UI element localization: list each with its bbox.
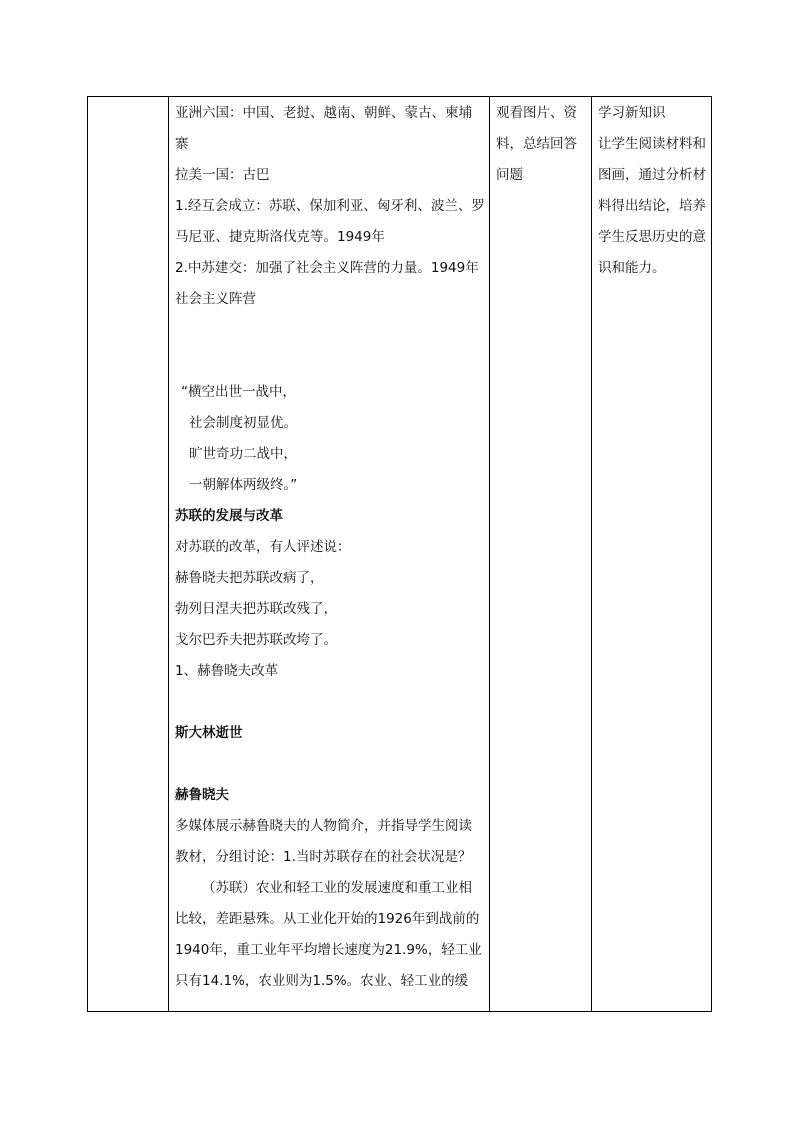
comment-intro: 对苏联的改革，有人评述说： bbox=[175, 539, 351, 555]
spacer bbox=[175, 687, 485, 718]
section-khrushchev-reform: 1、赫鲁晓夫改革 bbox=[175, 663, 279, 679]
section-column-cell bbox=[88, 97, 169, 1012]
poem-line: 一朝解体两级终。” bbox=[189, 477, 298, 493]
heading-soviet-reform: 苏联的发展与改革 bbox=[175, 508, 283, 524]
comment-line: 戈尔巴乔夫把苏联改垮了。 bbox=[175, 632, 337, 648]
teaching-content-cell bbox=[169, 97, 490, 1012]
heading-stalin-death: 斯大林逝世 bbox=[175, 725, 243, 741]
poem bbox=[175, 377, 485, 501]
latin-america-socialist-country: 拉美一国：古巴 bbox=[175, 167, 270, 183]
student-activity-text: 观看图片、资料，总结回答问题 bbox=[496, 105, 577, 183]
design-intent-cell bbox=[592, 97, 712, 1012]
design-intent-title: 学习新知识 bbox=[598, 105, 666, 121]
sino-soviet-relations-item: 2.中苏建交：加强了社会主义阵营的力量。1949年社会主义阵营 bbox=[175, 260, 479, 307]
comment-line: 赫鲁晓夫把苏联改病了， bbox=[175, 570, 324, 586]
multimedia-instruction: 多媒体展示赫鲁晓夫的人物简介，并指导学生阅读教材，分组讨论：1.当时苏联存在的社会状况是？ bbox=[175, 818, 472, 865]
spacer bbox=[175, 749, 485, 780]
spacer bbox=[175, 315, 485, 377]
student-activity-cell bbox=[490, 97, 592, 1012]
poem-line: 旷世奇功二战中， bbox=[189, 446, 297, 462]
poem-line: 社会制度初显优。 bbox=[189, 415, 297, 431]
lesson-plan-table bbox=[87, 96, 712, 1012]
table-row bbox=[88, 97, 712, 1012]
comecon-item: 1.经互会成立：苏联、保加利亚、匈牙利、波兰、罗马尼亚、捷克斯洛伐克等。1949年 bbox=[175, 198, 485, 245]
asia-socialist-countries: 亚洲六国：中国、老挝、越南、朝鲜、蒙古、柬埔寨 bbox=[175, 105, 472, 152]
discussion-answer: （苏联）农业和轻工业的发展速度和重工业相比较，差距悬殊。从工业化开始的1926年到战前的1940年，重工业年平均增长速度为21.9%，轻工业只有14.1%，农业则为1.5%。农业、轻工业的缓 bbox=[175, 880, 482, 989]
poem-line: “横空出世一战中， bbox=[181, 384, 296, 400]
design-intent-text: 让学生阅读材料和图画，通过分析材料得出结论，培养学生反思历史的意识和能力。 bbox=[598, 136, 706, 276]
heading-khrushchev: 赫鲁晓夫 bbox=[175, 787, 229, 803]
comment-line: 勃列日涅夫把苏联改残了， bbox=[175, 601, 337, 617]
